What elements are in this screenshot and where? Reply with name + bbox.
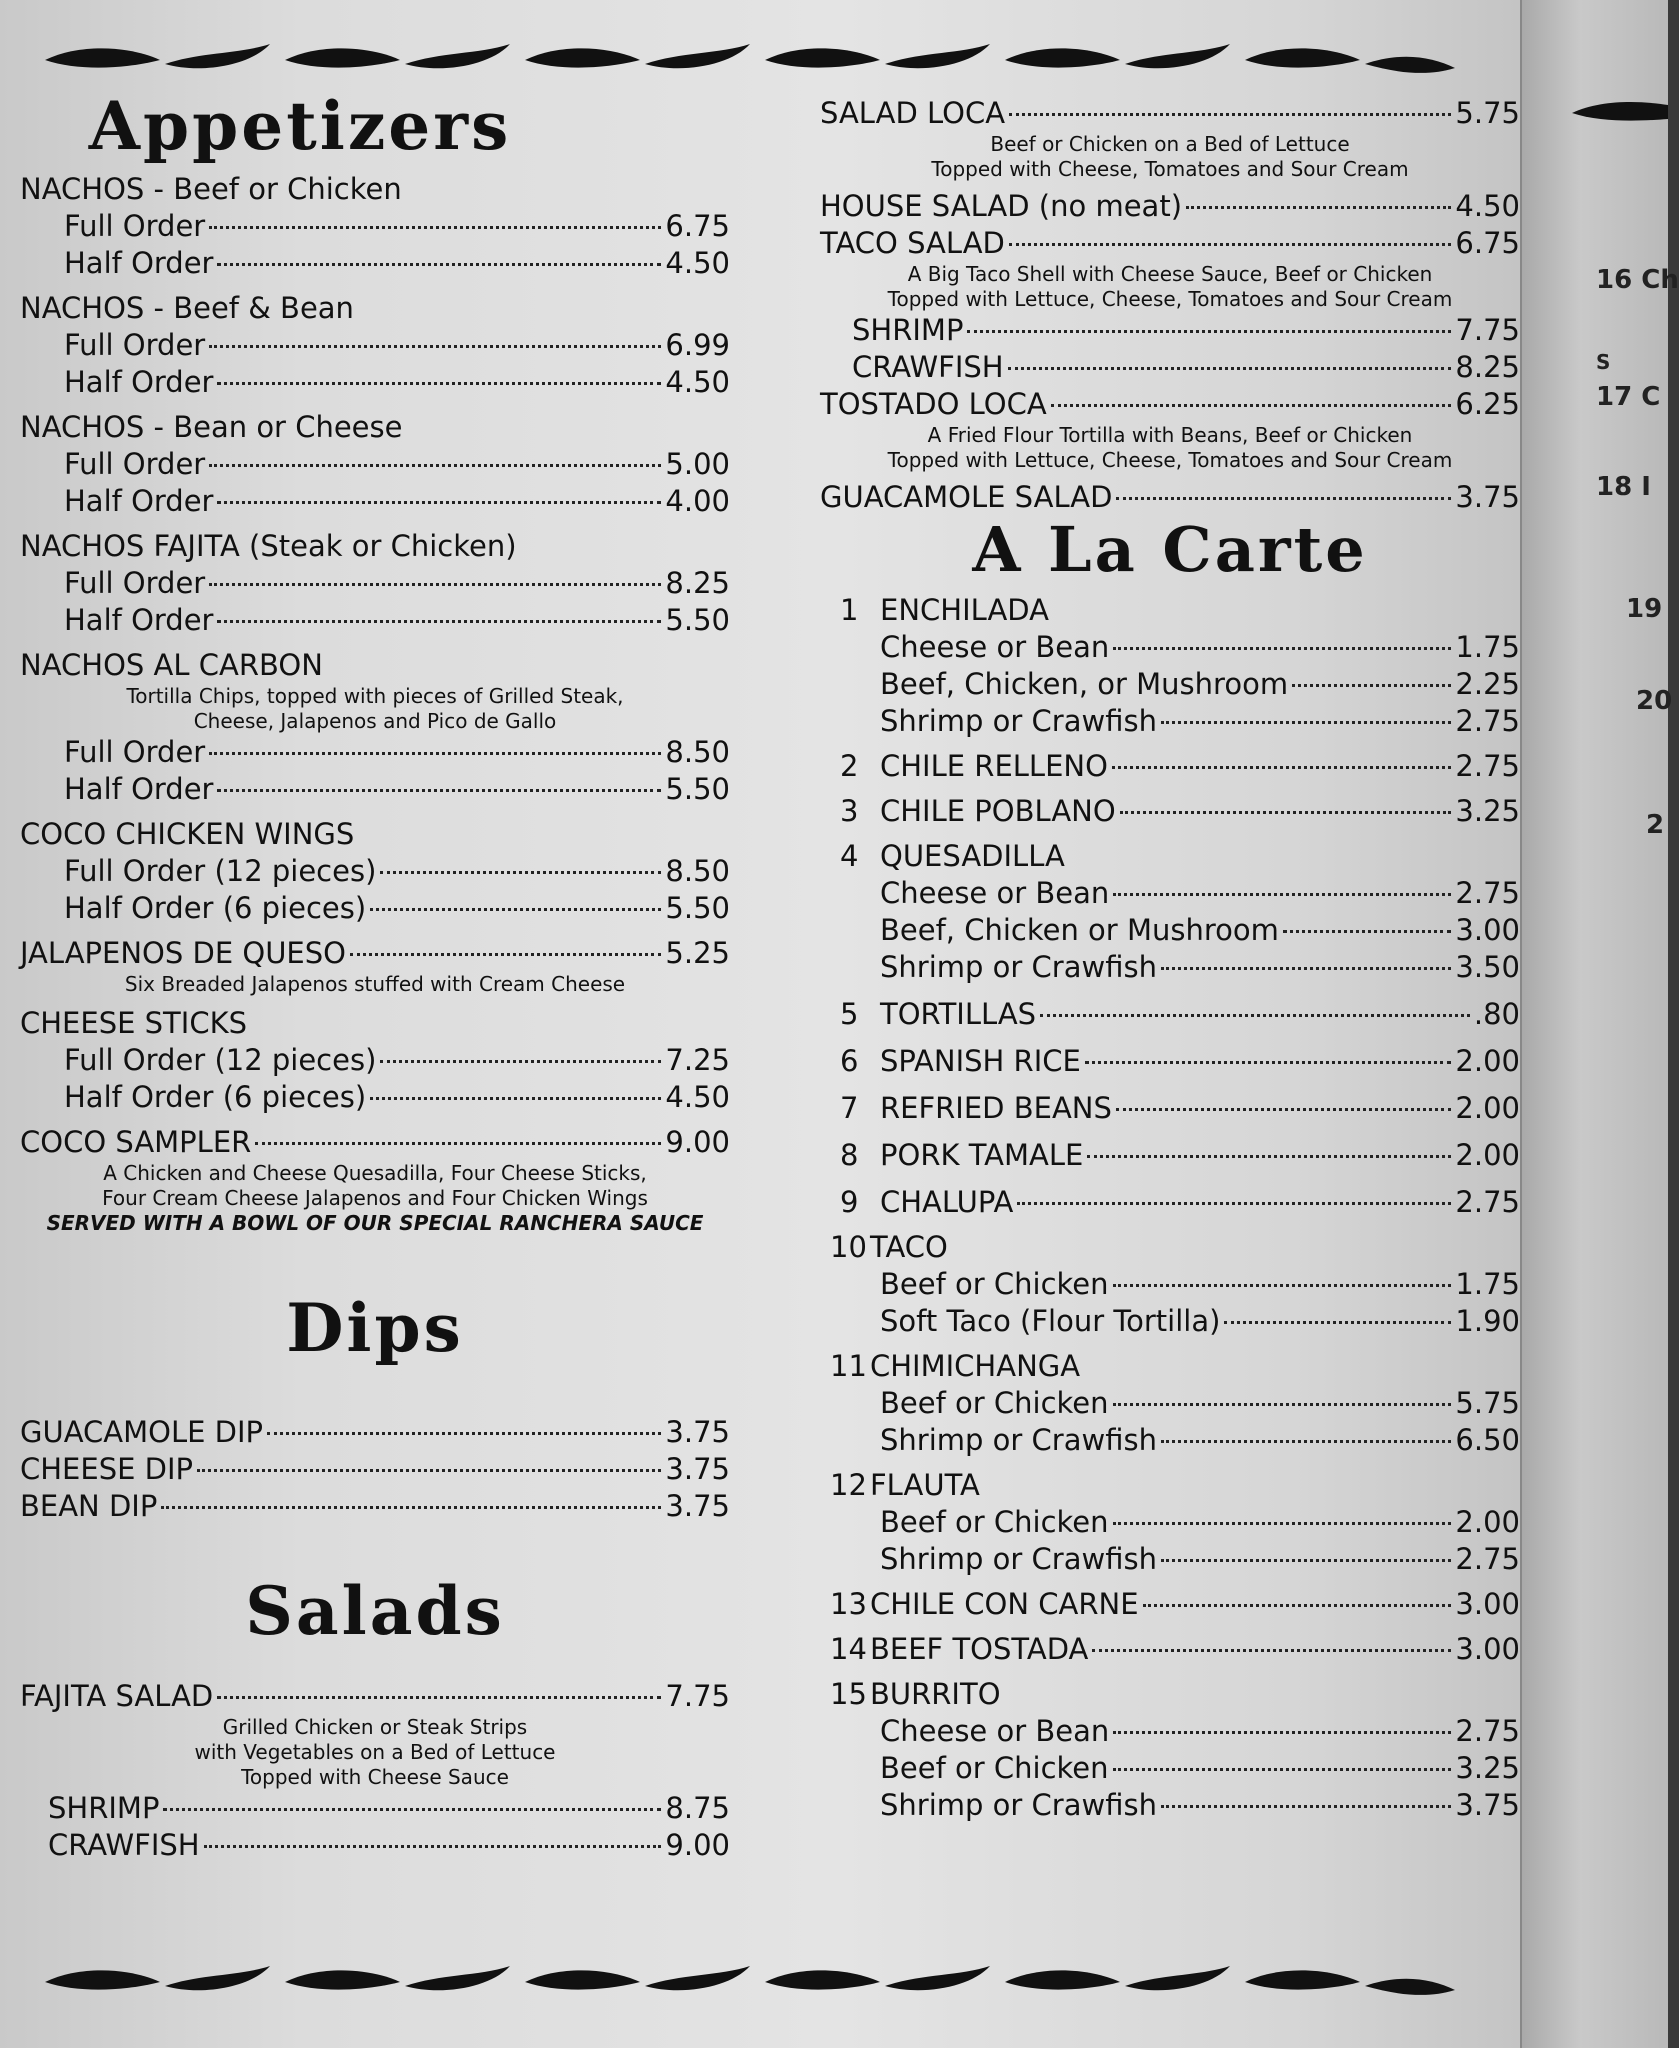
menu-row: GUACAMOLE DIP 3.75 [20,1415,730,1450]
price: 2.00 [1455,1505,1520,1540]
menu-row: Beef or Chicken 5.75 [880,1386,1520,1421]
price: 5.25 [665,935,730,970]
price: 6.50 [1455,1423,1520,1458]
menu-row: Shrimp or Crawfish 6.50 [880,1423,1520,1458]
price: 9.00 [665,1827,730,1862]
enchilada: 1 ENCHILADA [840,593,1049,628]
menu-row: Half Order 4.50 [64,245,730,280]
menu-row: Full Order 6.99 [64,327,730,362]
price: 1.90 [1455,1304,1520,1339]
menu-row: Shrimp or Crawfish 2.75 [880,1542,1520,1577]
cheese-sticks: CHEESE STICKS [20,1005,248,1040]
price: 2.00 [1455,1044,1520,1079]
price: 4.00 [665,483,730,518]
coco-chicken-wings: COCO CHICKEN WINGS [20,816,355,851]
menu-row: CRAWFISH 9.00 [48,1827,730,1862]
price: 4.50 [1455,189,1520,223]
spanish-rice: 6 SPANISH RICE 2.00 [840,1044,1520,1079]
coco-sampler: COCO SAMPLER 9.00 [20,1124,730,1159]
item-description: A Chicken and Cheese Quesadilla, Four Cheese Sticks, [103,1160,647,1185]
appetizers-title: Appetizers [88,87,512,165]
price: 3.25 [1455,1751,1520,1786]
item-description: Grilled Chicken or Steak Strips [222,1714,528,1739]
left-column [20,87,730,1864]
price: 6.75 [1455,226,1520,260]
price: 7.75 [665,1678,730,1713]
fajita-salad: FAJITA SALAD 7.75 [20,1678,730,1713]
menu-row: Half Order 4.50 [64,364,730,399]
item-description: SERVED WITH A BOWL OF OUR SPECIAL RANCHERA SAUCE [46,1210,704,1235]
beef-tostada: 14 BEEF TOSTADA 3.00 [830,1632,1520,1667]
price: 3.50 [1455,950,1520,985]
nachos-al-carbon: NACHOS AL CARBON [20,647,323,682]
price: 3.75 [665,1415,730,1450]
pork-tamale: 8 PORK TAMALE 2.00 [840,1138,1520,1173]
nachos-bean-cheese: NACHOS - Bean or Cheese [20,409,403,444]
quesadilla: 4 QUESADILLA [840,839,1065,874]
price: 5.75 [1455,1386,1520,1421]
burrito: 15 BURRITO [830,1677,1001,1712]
price: 2.75 [1455,876,1520,911]
menu-row: Half Order 5.50 [64,771,730,806]
menu-row: Cheese or Bean 2.75 [880,876,1520,911]
price: 4.50 [665,364,730,399]
menu-row: Full Order (12 pieces) 8.50 [64,853,730,888]
price: 3.75 [665,1452,730,1487]
price: 3.25 [1455,794,1520,829]
chile-con-carne: 13 CHILE CON CARNE 3.00 [830,1587,1520,1622]
house-salad: HOUSE SALAD (no meat) 4.50 [820,189,1520,223]
price: 4.50 [665,1079,730,1114]
menu-row: Half Order (6 pieces) 5.50 [64,890,730,925]
price: 3.00 [1455,1632,1520,1667]
menu-row: Shrimp or Crawfish 3.75 [880,1788,1520,1823]
chili-pepper-border-top [40,38,1460,82]
price: 8.50 [665,853,730,888]
price: 3.00 [1455,913,1520,948]
price: 9.00 [665,1124,730,1159]
menu-row: Full Order 6.75 [64,208,730,243]
nachos-fajita: NACHOS FAJITA (Steak or Chicken) [20,528,517,563]
price: 2.75 [1455,1714,1520,1749]
menu-row: Shrimp or Crawfish 2.75 [880,704,1520,739]
menu-row: Full Order 5.00 [64,446,730,481]
menu-row: Shrimp or Crawfish 3.50 [880,950,1520,985]
menu-row: Half Order 5.50 [64,602,730,637]
item-description: A Fried Flour Tortilla with Beans, Beef or Chicken [927,423,1413,447]
price: .80 [1473,997,1520,1032]
item-description: Cheese, Jalapenos and Pico de Gallo [193,708,557,733]
price: 6.25 [1455,387,1520,421]
price: 5.50 [665,771,730,806]
menu-row: Cheese or Bean 2.75 [880,1714,1520,1749]
flauta: 12 FLAUTA [830,1468,980,1503]
right-column [820,95,1520,1824]
price: 2.75 [1455,704,1520,739]
menu-row: SHRIMP 7.75 [852,313,1520,347]
jalapenos-de-queso: JALAPENOS DE QUESO 5.25 [20,935,730,970]
price: 1.75 [1455,1267,1520,1302]
chimichanga: 11 CHIMICHANGA [830,1349,1081,1384]
item-description: Six Breaded Jalapenos stuffed with Cream Cheese [124,971,626,996]
menu-row: Beef, Chicken, or Mushroom 2.25 [880,667,1520,702]
tostado-loca: TOSTADO LOCA 6.25 [820,387,1520,421]
dips-title: Dips [286,1288,464,1367]
price: 3.75 [1455,480,1520,514]
nachos-beef-chicken: NACHOS - Beef or Chicken [20,171,402,206]
salads-title: Salads [245,1572,505,1651]
menu-row: Soft Taco (Flour Tortilla) 1.90 [880,1304,1520,1339]
next-page-text: 16 Ch [1596,265,1679,295]
next-page-text: 19 [1626,594,1663,624]
price: 2.75 [1455,1542,1520,1577]
menu-row: Half Order (6 pieces) 4.50 [64,1079,730,1114]
price: 8.75 [665,1790,730,1825]
item-description: Topped with Lettuce, Cheese, Tomatoes and Sour Cream [887,448,1453,472]
price: 6.99 [665,327,730,362]
price: 4.50 [665,245,730,280]
price: 8.25 [665,565,730,600]
menu-row: Beef, Chicken or Mushroom 3.00 [880,913,1520,948]
price: 5.00 [665,446,730,481]
menu-row: CRAWFISH 8.25 [852,350,1520,384]
next-menu-page-edge [1520,0,1668,2048]
menu-row: Beef or Chicken 3.25 [880,1751,1520,1786]
price: 5.50 [665,890,730,925]
chile-relleno: 2 CHILE RELLENO 2.75 [840,749,1520,784]
price: 2.75 [1455,749,1520,784]
guacamole-salad: GUACAMOLE SALAD 3.75 [820,480,1520,514]
item-description: Tortilla Chips, topped with pieces of Grilled Steak, [126,683,624,708]
taco: 10 TACO [830,1230,948,1265]
next-page-text: 18 I [1596,472,1651,502]
price: 3.00 [1455,1587,1520,1622]
price: 2.75 [1455,1185,1520,1220]
next-page-text: 20 [1636,686,1673,716]
next-page-text: 17 C [1596,382,1661,412]
menu-row: Full Order 8.25 [64,565,730,600]
price: 8.50 [665,734,730,769]
price: 2.25 [1455,667,1520,702]
price: 2.00 [1455,1091,1520,1126]
chili-pepper-icon [1572,95,1668,125]
price: 7.25 [665,1042,730,1077]
price: 1.75 [1455,630,1520,665]
chalupa: 9 CHALUPA 2.75 [840,1185,1520,1220]
refried-beans: 7 REFRIED BEANS 2.00 [840,1091,1520,1126]
menu-row: Cheese or Bean 1.75 [880,630,1520,665]
next-page-text: S [1596,350,1611,374]
price: 8.25 [1455,350,1520,384]
menu-row: BEAN DIP 3.75 [20,1489,730,1524]
item-description: Topped with Cheese, Tomatoes and Sour Cream [931,157,1409,181]
item-description: Four Cream Cheese Jalapenos and Four Chicken Wings [102,1185,648,1210]
chile-poblano: 3 CHILE POBLANO 3.25 [840,794,1520,829]
menu-row: Half Order 4.00 [64,483,730,518]
price: 5.75 [1455,96,1520,130]
item-description: Topped with Lettuce, Cheese, Tomatoes and Sour Cream [887,287,1453,311]
menu-row: Full Order 8.50 [64,734,730,769]
next-page-text: 2 [1646,810,1665,840]
menu-row: SHRIMP 8.75 [48,1790,730,1825]
price: 6.75 [665,208,730,243]
price: 5.50 [665,602,730,637]
menu-row: Full Order (12 pieces) 7.25 [64,1042,730,1077]
price: 3.75 [1455,1788,1520,1823]
taco-salad: TACO SALAD 6.75 [820,226,1520,260]
tortillas: 5 TORTILLAS .80 [840,997,1520,1032]
item-description: Beef or Chicken on a Bed of Lettuce [990,132,1350,156]
nachos-beef-bean: NACHOS - Beef & Bean [20,290,354,325]
salad-loca: SALAD LOCA 5.75 [820,96,1520,130]
price: 2.00 [1455,1138,1520,1173]
price: 7.75 [1455,313,1520,347]
price: 3.75 [665,1489,730,1524]
menu-row: CHEESE DIP 3.75 [20,1452,730,1487]
chili-pepper-border-bottom [40,1960,1460,2004]
item-description: with Vegetables on a Bed of Lettuce [194,1739,556,1764]
menu-row: Beef or Chicken 2.00 [880,1505,1520,1540]
item-description: A Big Taco Shell with Cheese Sauce, Beef or Chicken [907,262,1433,286]
menu-row: Beef or Chicken 1.75 [880,1267,1520,1302]
a-la-carte-title: A La Carte [972,513,1368,586]
item-description: Topped with Cheese Sauce [241,1764,509,1789]
